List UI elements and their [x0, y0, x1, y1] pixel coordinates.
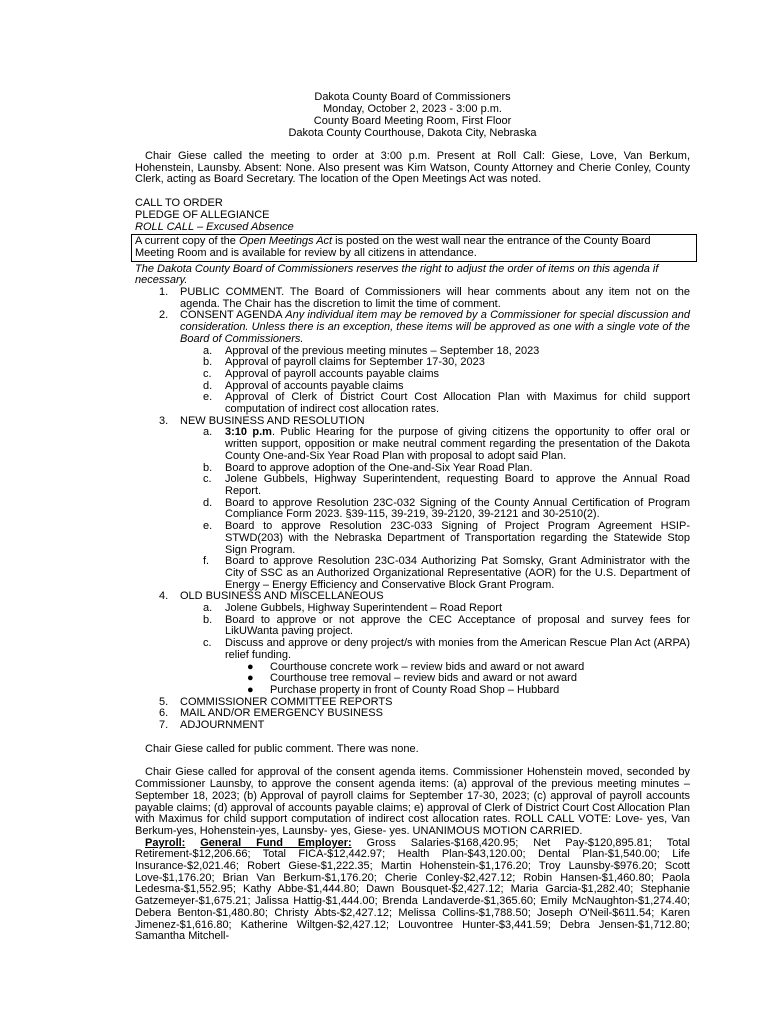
- notice-act-name: Open Meetings Act: [238, 235, 333, 248]
- agenda-item-consent: [135, 310, 690, 345]
- sub-text: Board to approve or not approve the CEC Acceptance of proposal and survey fees for LikUWanta paving project.: [225, 613, 690, 638]
- sub-letter: d.: [203, 379, 213, 392]
- bullet-text: Courthouse tree removal – review bids and award or not award: [270, 672, 577, 685]
- open-meetings-notice: [131, 234, 697, 261]
- agenda-item-number: 3.: [159, 414, 169, 427]
- bullet-icon: ●: [247, 660, 254, 673]
- pledge-of-allegiance: PLEDGE OF ALLEGIANCE: [135, 208, 270, 221]
- sub-text: Board to approve adoption of the One-and-Six Year Road Plan.: [225, 461, 533, 474]
- sub-letter: b.: [203, 461, 213, 474]
- agenda-item-text: PUBLIC COMMENT. The Board of Commissioners will hear comments about any item not on the agenda. The Chair has the discretion to limit the time of comment.: [180, 286, 690, 310]
- sub-text: Jolene Gubbels, Highway Superintendent, requesting Board to approve the Annual Road Report.: [225, 473, 690, 497]
- consent-sub-c: [135, 369, 690, 381]
- old-business-sub-c: [135, 638, 690, 661]
- sub-text: Approval of the previous meeting minutes – September 18, 2023: [225, 344, 540, 357]
- agenda-item-number: 2.: [159, 309, 169, 322]
- sub-text: Board to approve Resolution 23C-033 Signing of Project Program Agreement HSIP-STWD(203) with the Nebraska Department of Transportation regarding the Statewide Stop Sign Program.: [225, 520, 690, 556]
- sub-letter: a.: [203, 602, 213, 615]
- agenda-item-text: COMMISSIONER COMMITTEE REPORTS: [180, 695, 393, 708]
- sub-letter: c.: [203, 637, 212, 650]
- consent-sub-e: [135, 392, 690, 415]
- document-header: [135, 91, 690, 139]
- header-location: Dakota County Courthouse, Dakota City, Nebraska: [288, 127, 537, 139]
- new-business-sub-a: [135, 427, 690, 462]
- agenda-item-title: NEW BUSINESS AND RESOLUTION: [180, 414, 365, 427]
- sub-letter: e.: [203, 520, 213, 533]
- header-date: Monday, October 2, 2023 - 3:00 p.m.: [323, 103, 502, 115]
- sub-letter: a.: [203, 426, 213, 439]
- opening-section: [135, 198, 690, 233]
- intro-paragraph: Chair Giese called the meeting to order at 3:00 p.m. Present at Roll Call: Giese, Love, Van Berkum, Hohenstein, Launsby. Absent: None. Also present was Kim Watson, County Attorney and Cherie Conley, County Clerk, acting as Board Secretary. The location of the Open Meetings Act was noted.: [135, 150, 690, 186]
- minutes-page: [135, 91, 690, 943]
- bullet-text: Courthouse concrete work – review bids and award or not award: [270, 660, 585, 673]
- sub-text: Board to approve Resolution 23C-032 Signing of the County Annual Certification of Program Compliance Form 2023. §39-115, 39-219, 39-2120, 39-2121 and 30-2510(2).: [225, 496, 690, 521]
- roll-call: ROLL CALL – Excused Absence: [135, 220, 294, 233]
- sub-text: Approval of payroll claims for September 17-30, 2023: [225, 356, 485, 369]
- call-to-order: CALL TO ORDER: [135, 197, 223, 210]
- payroll-employer-label: General Fund Employer:: [200, 836, 352, 849]
- consent-motion-paragraph: Chair Giese called for approval of the consent agenda items. Commissioner Hohenstein moved, seconded by Commissioner Launsby, to approve the consent agenda items: (a) approval of the previous meeting minutes – September 18, 2023; (b) Approval of payroll claims for September 17-30, 2023; (c) approval of payroll accounts payable claims; (d) approval of accounts payable claims; e) approval of Clerk of District Court Cost Allocation Plan with Maximus for child support computation of indirect cost allocation rates. ROLL CALL VOTE: Love- yes, Van Berkum-yes, Hohenstein-yes, Launsby- yes, Giese- yes. UNANIMOUS MOTION CARRIED.: [135, 766, 690, 837]
- old-business-sub-b: [135, 615, 690, 638]
- agenda-item-title: CONSENT AGENDA: [180, 309, 286, 322]
- bullet-text: Purchase property in front of County Road Shop – Hubbard: [270, 683, 560, 696]
- agenda-list: [135, 287, 690, 732]
- payroll-text: Gross Salaries-$168,420.95; Net Pay-$120,895.81; Total Retirement-$12,206.66; Total FICA-$12,442.97; Health Plan-$43,120.00; Dental Plan-$1,540.00; Life Insurance-$2,021.46; Robert Giese-$1,222.35; Martin Hohenstein-$1,176.20; Troy Launsby-$976.20; Scott Love-$1,176.20; Brian Van Berkum-$1,176.20; Cherie Conley-$2,427.12; Robin Hansen-$1,460.80; Paola Ledesma-$1,552.95; Kathy Abbe-$1,444.80; Dawn Bousquet-$2,427.12; Maria Garcia-$1,282.40; Stephanie Gatzemeyer-$1,675.21; Jalissa Hattig-$1,444.00; Brenda Landaverde-$1,365.60; Emily McNaughton-$1,274.40; Debera Benton-$1,480.80; Christy Abts-$2,427.12; Melissa Collins-$1,788.50; Joseph O'Neil-$611.54; Karen Jimenez-$1,616.80; Katherine Wiltgen-$2,427.12; Louvontree Hunter-$3,441.59; Debra Jensen-$1,712.80; Samantha Mitchell-: [135, 836, 691, 943]
- sub-letter: c.: [203, 367, 212, 380]
- sub-text: Approval of Clerk of District Court Cost Allocation Plan with Maximus for child support computation of indirect cost allocation rates.: [225, 391, 690, 416]
- agenda-item-text: MAIL AND/OR EMERGENCY BUSINESS: [180, 707, 383, 720]
- sub-text: Approval of accounts payable claims: [225, 379, 404, 392]
- sub-letter: c.: [203, 473, 212, 486]
- new-business-sub-e: [135, 521, 690, 556]
- agenda-item-number: 7.: [159, 719, 169, 732]
- reserve-note: The Dakota County Board of Commissioners reserves the right to adjust the order of items on this agenda if necessary.: [135, 262, 659, 287]
- sub-letter: a.: [203, 344, 213, 357]
- notice-text-pre: A current copy of the: [135, 235, 239, 248]
- sub-letter: e.: [203, 391, 213, 404]
- header-board-name: Dakota County Board of Commissioners: [314, 91, 511, 103]
- sub-text: Approval of payroll accounts payable claims: [225, 367, 440, 380]
- agenda-item-text: ADJOURNMENT: [180, 719, 265, 732]
- sub-text: . Public Hearing for the purpose of giving citizens the opportunity to offer oral or written support, opposition or make neutral comment regarding the presentation of the Dakota County One-and-Six Year Road Plan with proposal to adopt said Plan.: [225, 426, 690, 462]
- hearing-time: 3:10 p.m: [225, 426, 272, 439]
- new-business-sub-c: [135, 474, 690, 497]
- sub-text: Board to approve Resolution 23C-034 Authorizing Pat Somsky, Grant Administrator with the City of SSC as an Authorized Organizational Representative (AOR) for the U.S. Department of Energy – Energy Efficiency and Conservative Block Grant Program.: [225, 555, 690, 591]
- agenda-item-number: 4.: [159, 590, 169, 603]
- agenda-item-number: 5.: [159, 695, 169, 708]
- sub-text: Discuss and approve or deny project/s with monies from the American Rescue Plan Act (ARPA) relief funding.: [225, 637, 690, 661]
- sub-letter: b.: [203, 356, 213, 369]
- bullet-icon: ●: [247, 683, 254, 696]
- agenda-item-number: 6.: [159, 707, 169, 720]
- payroll-label: Payroll:: [145, 836, 186, 849]
- sub-letter: f.: [203, 555, 210, 568]
- public-comment-paragraph: Chair Giese called for public comment. There was none.: [145, 742, 419, 755]
- agenda-item-adjournment: [135, 720, 690, 732]
- new-business-sub-d: [135, 498, 690, 521]
- agenda-item-public-comment: [135, 287, 690, 310]
- agenda-item-title: OLD BUSINESS AND MISCELLANEOUS: [180, 590, 384, 603]
- agenda-item-note: Any individual item may be removed by a Commissioner for special discussion and consideration. Unless there is an exception, these items will be approved as one with a single vote of the Board of Commissioners.: [180, 309, 691, 345]
- sub-letter: d.: [203, 496, 213, 509]
- sub-letter: b.: [203, 613, 213, 626]
- agenda-item-number: 1.: [159, 286, 169, 299]
- new-business-sub-f: [135, 556, 690, 591]
- notice-text-post: is posted on the west wall near the entrance of the County Board Meeting Room and is available for review by all citizens in attendance.: [135, 235, 651, 259]
- payroll-paragraph: [135, 838, 690, 943]
- bullet-icon: ●: [247, 672, 254, 685]
- header-room: County Board Meeting Room, First Floor: [313, 115, 512, 127]
- sub-text: Jolene Gubbels, Highway Superintendent – Road Report: [225, 602, 503, 615]
